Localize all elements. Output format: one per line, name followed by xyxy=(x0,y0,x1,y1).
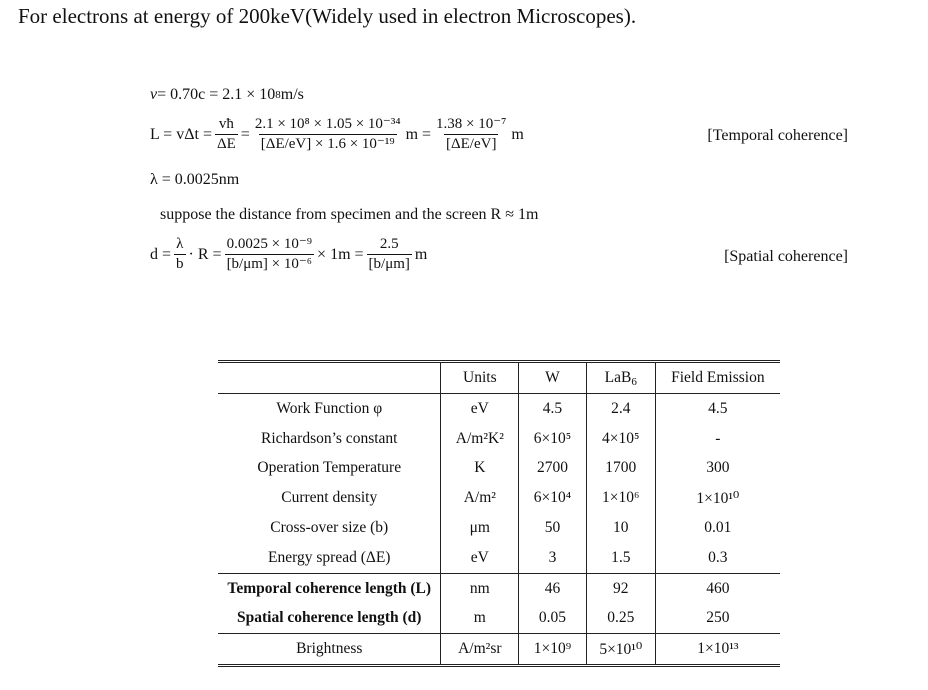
eq2-fraction-2 xyxy=(253,116,403,153)
velocity-value: = 0.70c = 2.1 × 10 xyxy=(157,86,276,103)
electron-source-table xyxy=(218,360,780,667)
eq4-mid1: · R = xyxy=(188,245,222,263)
table-row xyxy=(218,424,780,454)
row-units: eV xyxy=(441,394,519,424)
row-w: 0.05 xyxy=(519,604,587,634)
velocity-unit: m/s xyxy=(280,86,304,103)
header-field-emission: Field Emission xyxy=(655,362,780,394)
row-field-emission: 0.01 xyxy=(704,519,732,537)
row-label: Brightness xyxy=(218,634,441,666)
eq4-f2-denominator: [b/μm] × 10⁻⁶ xyxy=(226,256,313,272)
row-field-emission: 460 xyxy=(655,573,780,603)
row-units: μm xyxy=(441,513,519,543)
row-units: eV xyxy=(441,543,519,573)
row-field-emission: 0.3 xyxy=(708,548,728,566)
row-field-emission: 1×10¹⁰ xyxy=(696,489,740,507)
row-label: Spatial coherence length (d) xyxy=(237,609,422,627)
row-lab6: 0.25 xyxy=(586,604,655,634)
row-units: A/m²sr xyxy=(441,634,519,666)
temporal-coherence-tag: [Temporal coherence] xyxy=(707,127,848,144)
eq4-fraction-3 xyxy=(367,236,412,273)
table-row xyxy=(218,604,780,634)
header-lab6-sub: 6 xyxy=(631,375,637,388)
suppose-text: suppose the distance from specimen and the screen R ≈ 1m xyxy=(160,206,539,223)
velocity-equation xyxy=(150,86,304,104)
row-label: Richardson’s constant xyxy=(261,429,398,447)
row-field-emission: 250 xyxy=(706,609,730,627)
row-w: 6×10⁴ xyxy=(519,483,587,513)
row-w: 2700 xyxy=(519,454,587,484)
header-empty xyxy=(218,362,441,394)
eq2-f1-denominator: ΔE xyxy=(216,136,236,152)
eq2-end: m xyxy=(511,125,524,143)
row-w: 3 xyxy=(519,543,587,573)
wavelength-value: λ = 0.0025nm xyxy=(150,171,240,188)
row-lab6: 10 xyxy=(586,513,655,543)
eq2-f3-numerator: 1.38 × 10⁻⁷ xyxy=(436,116,507,132)
header-lab6-text: LaB xyxy=(604,368,632,386)
row-lab6: 1700 xyxy=(586,454,655,484)
eq4-end: m xyxy=(414,245,428,263)
eq2-mid: m = xyxy=(405,125,432,143)
row-w: 6×10⁵ xyxy=(519,424,587,454)
eq4-fraction-2 xyxy=(225,236,314,273)
row-lab6: 2.4 xyxy=(586,394,655,424)
header-lab6 xyxy=(586,362,655,394)
table-row xyxy=(218,394,780,424)
table-row xyxy=(218,543,780,573)
velocity-symbol: v xyxy=(150,86,158,103)
table-row xyxy=(218,483,780,513)
row-field-emission: 300 xyxy=(706,459,730,477)
row-units: m xyxy=(441,604,519,634)
temporal-coherence-equation: L = vΔt = $\frac{vħ}{\Delta E}$ = $\frac{\text{2.1 × 10⁸ × 1.05 × 10⁻³⁴}}{\text{[ΔE/eV] × 1.6 × 10⁻¹⁹}}$ m = $\frac{\text{1.38 × 10⁻⁷}}{[\Delta E/eV]}$ m xyxy=(150,116,524,152)
eq4-f1-denominator: b xyxy=(176,256,184,272)
row-label: Current density xyxy=(281,489,378,507)
row-units: A/m² xyxy=(441,483,519,513)
row-w: 50 xyxy=(519,513,587,543)
header-w: W xyxy=(519,362,587,394)
eq2-f3-denominator: [ΔE/eV] xyxy=(445,136,497,152)
table-row xyxy=(218,634,780,666)
eq4-mid2: × 1m = xyxy=(317,245,364,263)
spatial-coherence-equation xyxy=(150,236,427,273)
row-units: A/m²K² xyxy=(441,424,519,454)
eq2-f2-denominator: [ΔE/eV] × 1.6 × 10⁻¹⁹ xyxy=(260,136,395,152)
row-units: K xyxy=(441,454,519,484)
table-row xyxy=(218,454,780,484)
row-lab6: 4×10⁵ xyxy=(586,424,655,454)
row-field-emission: - xyxy=(715,429,721,447)
table-row xyxy=(218,573,780,603)
wavelength-equation xyxy=(150,171,239,189)
row-label: Energy spread (ΔE) xyxy=(268,548,391,566)
eq4-lhs: d = xyxy=(150,245,172,263)
eq4-f1-numerator: λ xyxy=(176,236,184,252)
spatial-coherence-tag: [Spatial coherence] xyxy=(724,248,848,265)
eq4-f3-denominator: [b/μm] xyxy=(368,256,410,272)
table-row xyxy=(218,513,780,543)
eq2-fraction-3 xyxy=(434,116,508,153)
eq4-fraction-1 xyxy=(174,236,186,273)
row-label: Temporal coherence length (L) xyxy=(218,573,441,603)
row-label: Operation Temperature xyxy=(257,459,402,477)
eq2-f2-numerator: 2.1 × 10⁸ × 1.05 × 10⁻³⁴ xyxy=(254,116,401,132)
intro-text: For electrons at energy of 200keV(Widely used in electron Microscopes). xyxy=(18,4,637,28)
table-header-row xyxy=(218,362,780,394)
row-field-emission: 1×10¹³ xyxy=(655,634,780,666)
eq4-f3-numerator: 2.5 xyxy=(379,236,399,252)
eq4-f2-numerator: 0.0025 × 10⁻⁹ xyxy=(226,236,312,252)
row-field-emission: 4.5 xyxy=(708,399,728,417)
row-label: Cross-over size (b) xyxy=(270,519,389,537)
row-w: 4.5 xyxy=(519,394,587,424)
row-w: 46 xyxy=(519,573,587,603)
row-lab6: 1.5 xyxy=(586,543,655,573)
eq2-lhs: L = vΔt = xyxy=(150,125,212,143)
eq2-fraction-1 xyxy=(215,116,238,153)
row-lab6: 5×10¹⁰ xyxy=(586,634,655,666)
header-units: Units xyxy=(441,362,519,394)
row-lab6: 1×10⁶ xyxy=(586,483,655,513)
eq2-f1-numerator: vħ xyxy=(218,116,234,132)
row-label: Work Function φ xyxy=(276,399,383,417)
row-lab6: 92 xyxy=(586,573,655,603)
velocity-exponent: 8 xyxy=(275,89,281,101)
row-units: nm xyxy=(441,573,519,603)
row-w: 1×10⁹ xyxy=(519,634,587,666)
